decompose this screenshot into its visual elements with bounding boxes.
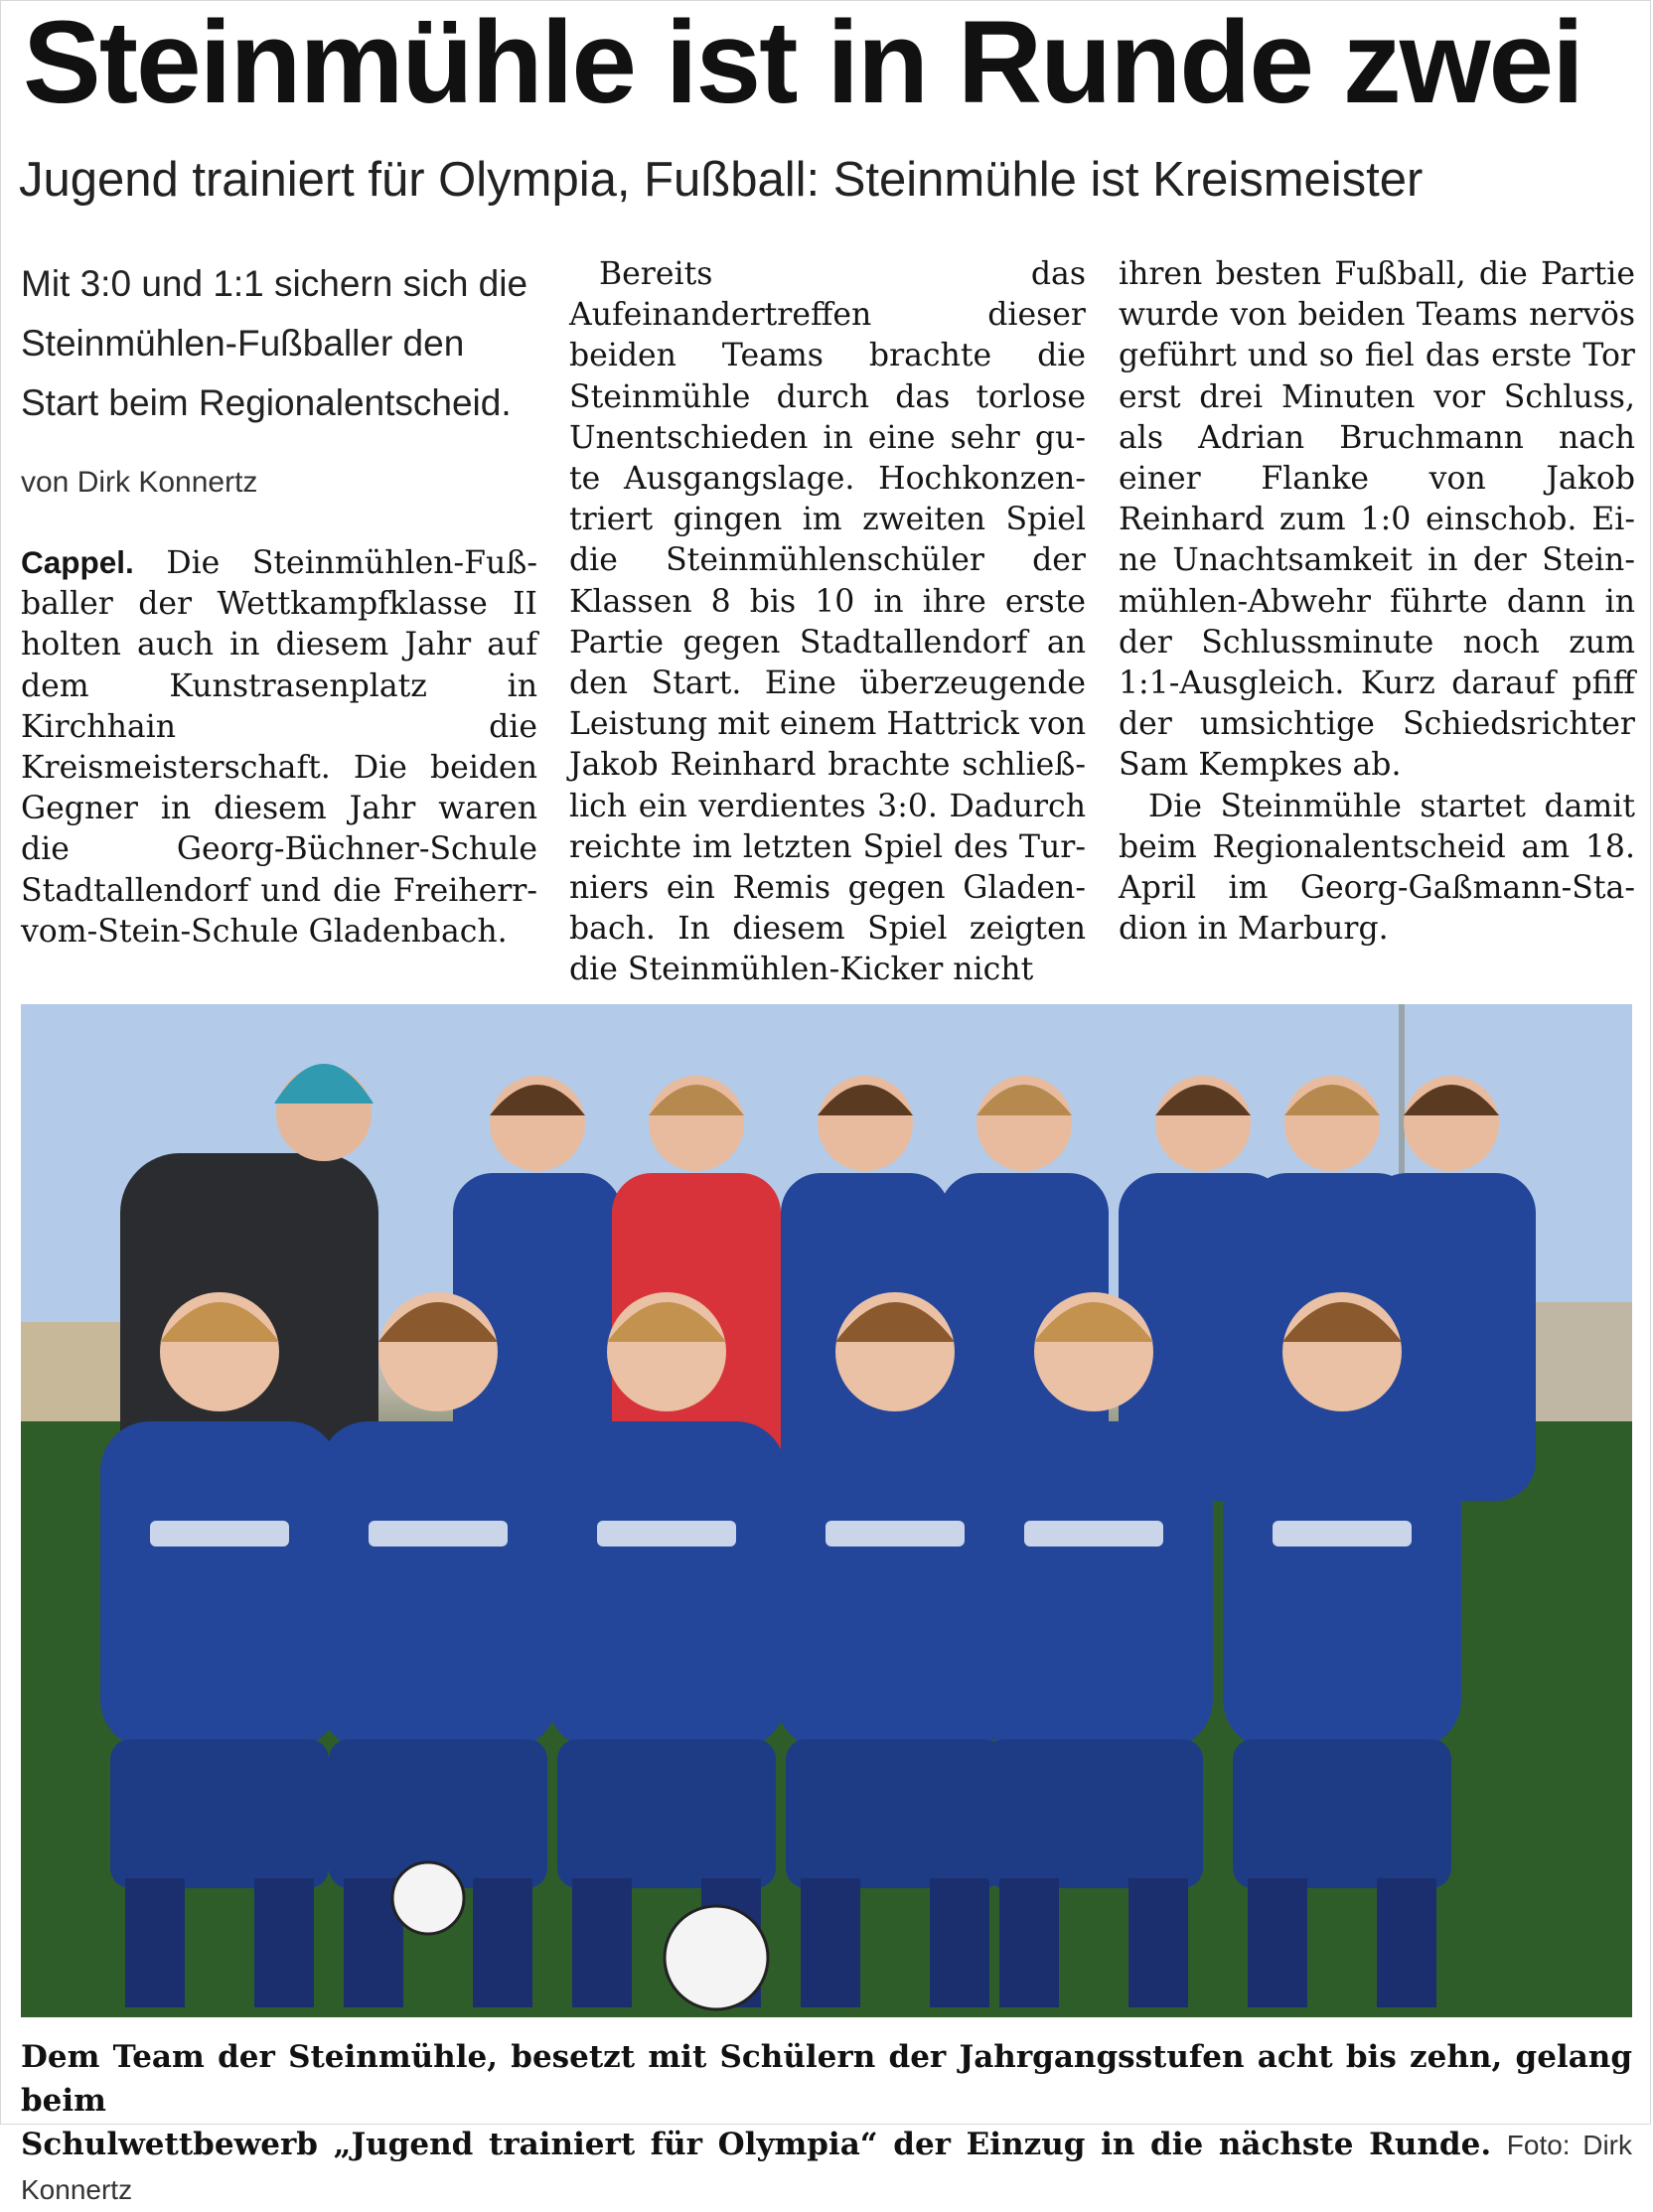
football-small xyxy=(392,1862,464,1934)
front-row-shorts-6 xyxy=(1233,1739,1451,1888)
team-photo-illustration xyxy=(21,1004,1632,2017)
subheadline: Jugend trainiert für Olympia, Fußball: Steinmühle ist Kreismeister xyxy=(19,153,1424,207)
front-row-jersey-1 xyxy=(100,1421,339,1749)
teaser: Mit 3:0 und 1:1 sichern sich die Steinmühlen-Fußballer den Start beim Regionalentscheid. xyxy=(21,263,528,423)
front-row-sock-right-5 xyxy=(1128,1878,1188,2007)
sponsor-lettering-2 xyxy=(369,1521,508,1547)
front-row-sock-left-1 xyxy=(125,1878,185,2007)
front-row-shorts-3 xyxy=(557,1739,776,1888)
football xyxy=(665,1906,768,2009)
caption-line-2: Schulwettbewerb „Jugend trainiert für Olympia“ der Einzug in die nächste Runde. xyxy=(21,2127,1492,2162)
team-photo xyxy=(21,1004,1632,2017)
body-paragraph-4: Die Steinmühle startet damit beim Regionalentscheid am 18. April im Georg-Gaßmann-Stadion in Marburg. xyxy=(1119,788,1635,948)
body-paragraph-3: ihren besten Fußball, die Partie wurde von beiden Teams nervös geführt und so fiel das erste Tor erst drei Minuten vor Schluss, als Adrian Bruchmann nach einer Flanke von Jakob Reinhard zum 1:0 einschob. Eine Unachtsamkeit in der Steinmühlen-Abwehr führte dann in der Schlussminute noch zum 1:1-Ausgleich. Kurz darauf pfiff der umsichtige Schiedsrichter Sam Kempkes ab. xyxy=(1119,256,1635,784)
front-row-shorts-5 xyxy=(984,1739,1203,1888)
front-row-sock-right-4 xyxy=(930,1878,989,2007)
sponsor-lettering-4 xyxy=(826,1521,965,1547)
front-row-sock-left-3 xyxy=(572,1878,632,2007)
front-row-jersey-6 xyxy=(1223,1421,1461,1749)
front-row-shorts-4 xyxy=(786,1739,1004,1888)
front-row-sock-right-2 xyxy=(473,1878,532,2007)
dateline: Cappel. xyxy=(21,544,134,580)
caption-line-1: Dem Team der Steinmühle, besetzt mit Schülern der Jahrgangsstufen acht bis zehn, gelang beim xyxy=(21,2039,1632,2119)
front-row-sock-left-6 xyxy=(1248,1878,1307,2007)
headline: Steinmühle ist in Runde zwei xyxy=(23,0,1582,128)
front-row-sock-left-5 xyxy=(999,1878,1059,2007)
sponsor-lettering-5 xyxy=(1024,1521,1163,1547)
sponsor-lettering-3 xyxy=(597,1521,736,1547)
front-row-jersey-5 xyxy=(975,1421,1213,1749)
front-row-jersey-2 xyxy=(319,1421,557,1749)
body-text-1: Die Steinmühlen-Fußballer der Wettkampfklasse II holten auch in diesem Jahr auf dem Kunstrasenplatz in Kirchhain die Kreismeisterschaft. Die beiden Gegner in diesem Jahr waren die Georg-Büchner-Schule Stadtallendorf und die Freiherr-vom-Stein-Schule Gladenbach. xyxy=(21,545,537,950)
article-column-3 xyxy=(1119,254,1635,950)
front-row-sock-left-4 xyxy=(801,1878,860,2007)
front-row-shorts-1 xyxy=(110,1739,329,1888)
body-paragraph-1 xyxy=(21,542,537,953)
article-column-1 xyxy=(21,254,537,953)
body-paragraph-2: Bereits das Aufeinandertreffen dieser beiden Teams brachte die Steinmühle durch das torlose Unentschieden in eine sehr gute Ausgangslage. Hochkonzentriert gingen im zweiten Spiel die Steinmühlenschüler der Klassen 8 bis 10 in ihre erste Partie gegen Stadtallendorf an den Start. Eine überzeugende Leistung mit einem Hattrick von Jakob Reinhard brachte schließlich ein verdientes 3:0. Dadurch reichte im letzten Spiel des Turniers ein Remis gegen Gladenbach. In diesem Spiel zeigten die Steinmühlen-Kicker nicht xyxy=(569,256,1086,988)
sponsor-lettering-6 xyxy=(1273,1521,1412,1547)
photo-credit: Foto: Dirk Konnertz xyxy=(21,2130,1632,2205)
front-row-jersey-3 xyxy=(547,1421,786,1749)
article-column-2 xyxy=(569,254,1086,991)
byline: von Dirk Konnertz xyxy=(21,466,258,499)
sponsor-lettering-1 xyxy=(150,1521,289,1547)
photo-caption xyxy=(21,2035,1632,2212)
front-row-sock-right-6 xyxy=(1377,1878,1436,2007)
front-row-sock-right-1 xyxy=(254,1878,314,2007)
